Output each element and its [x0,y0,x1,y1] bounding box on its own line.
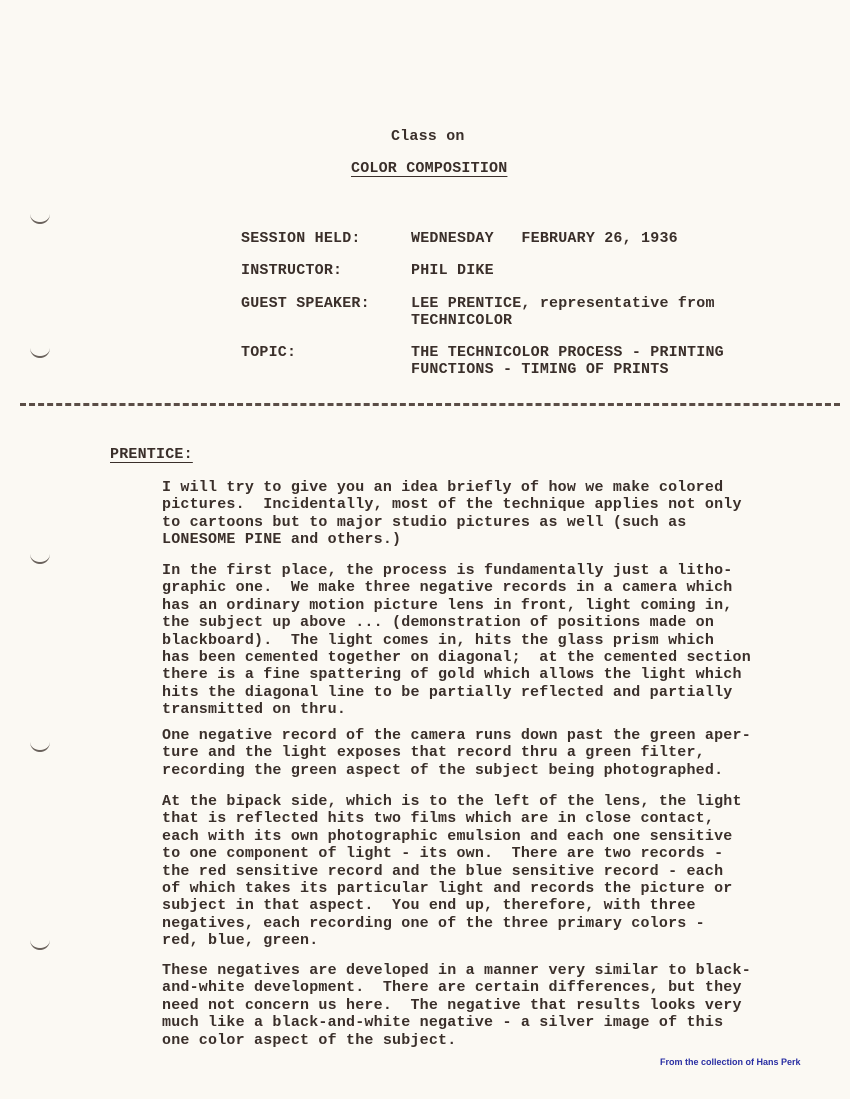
instructor-value: PHIL DIKE [411,262,494,279]
punch-hole-mark [30,552,50,564]
speaker-name: PRENTICE: [110,446,193,463]
punch-hole-mark [30,212,50,224]
paragraph: In the first place, the process is fundamentally just a litho- graphic one. We make three negative records in a camera which has an ordinary motion picture lens in front, light coming in, the subject up above ... (demonstration of positions made on blackboard). The light comes in, hits the glass prism which has been cemented together on diagonal; at the cemented section there is a fine spattering of gold which allows the light which hits the diagonal line to be partially reflected and partially transmitted on thru. [162,562,751,719]
punch-hole-mark [30,346,50,358]
session-held-label: SESSION HELD: [241,230,361,247]
punch-hole-mark [30,938,50,950]
punch-hole-mark [30,740,50,752]
paragraph: At the bipack side, which is to the left of the lens, the light that is reflected hits two films which are in close contact, each with its own photographic emulsion and each one sensitive to one component of light - its own. There are two records - the red sensitive record and the blue sensitive record - each of which takes its particular light and records the picture or subject in that aspect. You end up, therefore, with three negatives, each recording one of the three primary colors - red, blue, green. [162,793,742,950]
class-heading: Class on [391,128,465,145]
topic-value: THE TECHNICOLOR PROCESS - PRINTING FUNCTIONS - TIMING OF PRINTS [411,344,724,378]
dashed-divider [20,403,840,406]
guest-speaker-value: LEE PRENTICE, representative from TECHNICOLOR [411,295,715,329]
instructor-label: INSTRUCTOR: [241,262,343,279]
paragraph: One negative record of the camera runs down past the green aper- ture and the light exposes that record thru a green filter, recording the green aspect of the subject being photographed. [162,727,751,779]
paragraph: I will try to give you an idea briefly of how we make colored pictures. Incidentally, most of the technique applies not only to cartoons but to major studio pictures as well (such as LONESOME PINE and others.) [162,479,742,549]
paragraph: These negatives are developed in a manner very similar to black- and-white development. There are certain differences, but they need not concern us here. The negative that results looks very much like a black-and-white negative - a silver image of this one color aspect of the subject. [162,962,751,1049]
session-held-value: WEDNESDAY FEBRUARY 26, 1936 [411,230,678,247]
guest-speaker-label: GUEST SPEAKER: [241,295,370,312]
course-title: COLOR COMPOSITION [351,160,508,177]
collection-credit: From the collection of Hans Perk [660,1057,801,1067]
topic-label: TOPIC: [241,344,297,361]
